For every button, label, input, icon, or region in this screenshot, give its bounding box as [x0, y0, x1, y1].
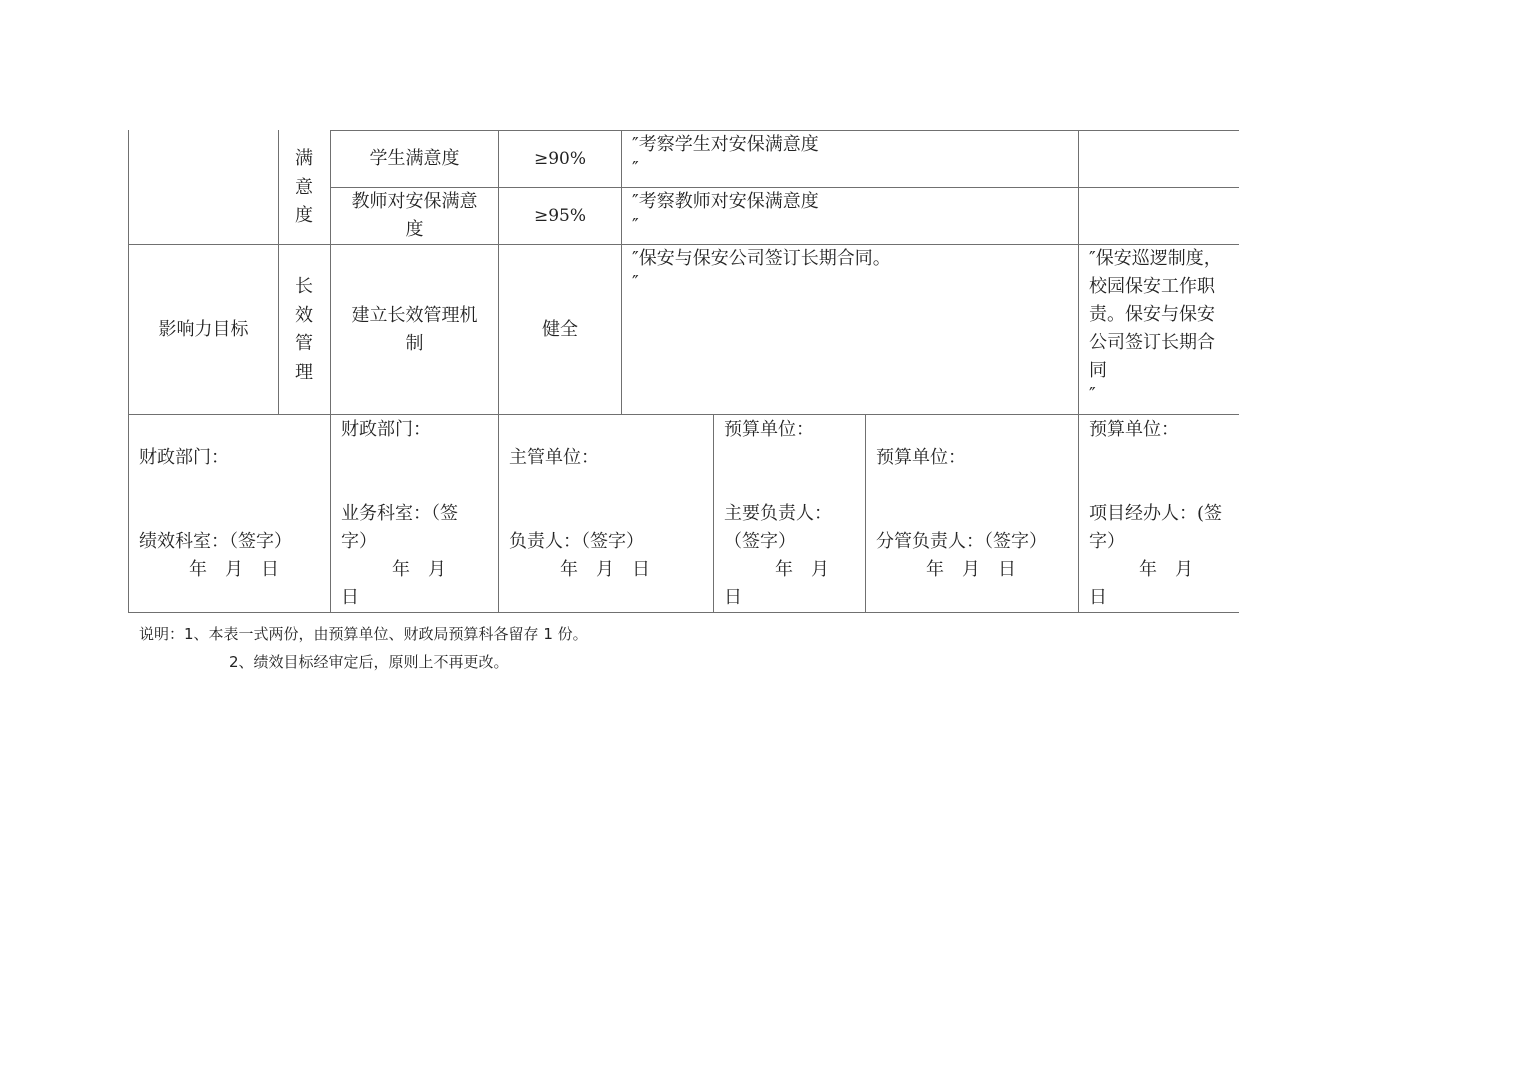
- sig-supervisor-person: 负责人：（签字）: [509, 531, 644, 552]
- grid-line: [1078, 130, 1079, 613]
- indicator-teacher-satisfaction: 教师对安保满意: [351, 191, 478, 212]
- indicator-long-term-mechanism-2: 制: [405, 333, 424, 354]
- sig-supervisor-date: 年 月 日: [560, 559, 650, 580]
- basis-influence-3: 责。保安与保安: [1089, 304, 1215, 325]
- note-line-1: 说明：1、本表一式两份，由预算单位、财政局预算科各留存 1 份。: [139, 625, 588, 643]
- sig-finance-dept2-date: 年 月: [392, 559, 446, 580]
- sig-supervisor-label: 主管单位：: [509, 447, 599, 468]
- value-influence: 健全: [542, 319, 578, 340]
- grid-line: [128, 414, 1239, 415]
- sig-finance-dept-label: 财政部门：: [139, 447, 229, 468]
- category-satisfaction: 满意度: [295, 148, 313, 226]
- desc-influence: ″保安与保安公司签订长期合同。: [632, 248, 891, 269]
- sig-budget-unit3-person-2: 字）: [1089, 531, 1125, 552]
- sig-finance-dept2-date-2: 日: [341, 587, 359, 608]
- grid-line: [128, 130, 129, 613]
- basis-influence-4: 公司签订长期合: [1089, 332, 1215, 353]
- sig-biz-office: 业务科室：（签: [341, 503, 458, 524]
- sig-budget-unit3-person: 项目经办人：(签: [1089, 503, 1223, 524]
- desc-influence-end: ″: [632, 272, 639, 293]
- desc-teacher-satisfaction-end: ″: [632, 215, 639, 236]
- sig-budget-unit1-person: 主要负责人：: [724, 503, 832, 524]
- sig-budget-unit1-date-2: 日: [724, 587, 742, 608]
- grid-line: [278, 130, 279, 415]
- sig-finance-dept2-label: 财政部门：: [341, 419, 431, 440]
- sig-perf-office: 绩效科室：（签字）: [139, 531, 292, 552]
- sig-budget-unit2-label: 预算单位：: [876, 447, 966, 468]
- grid-line: [621, 130, 622, 415]
- indicator-student-satisfaction: 学生满意度: [369, 148, 460, 169]
- sig-budget-unit1-person-2: （签字）: [724, 531, 796, 552]
- indicator-long-term-mechanism: 建立长效管理机: [351, 305, 478, 326]
- grid-line: [713, 414, 714, 613]
- sig-budget-unit2-person: 分管负责人：（签字）: [876, 531, 1047, 552]
- sig-budget-unit3-date: 年 月: [1139, 559, 1193, 580]
- sig-budget-unit1-date: 年 月: [775, 559, 829, 580]
- sig-budget-unit2-date: 年 月 日: [926, 559, 1016, 580]
- level1-influence: 影响力目标: [158, 319, 249, 340]
- indicator-teacher-satisfaction-2: 度: [405, 219, 424, 240]
- grid-line: [865, 414, 866, 613]
- sig-finance-dept-date: 年 月 日: [189, 559, 279, 580]
- sig-biz-office-2: 字）: [341, 531, 377, 552]
- desc-teacher-satisfaction: ″考察教师对安保满意度: [632, 191, 819, 212]
- sig-budget-unit1-label: 预算单位：: [724, 419, 814, 440]
- sig-budget-unit3-date-2: 日: [1089, 587, 1107, 608]
- desc-student-satisfaction: ″考察学生对安保满意度: [632, 134, 819, 155]
- grid-line: [128, 612, 1239, 613]
- value-student-satisfaction: ≥90%: [533, 149, 587, 169]
- value-teacher-satisfaction: ≥95%: [533, 206, 587, 226]
- basis-influence-6: ″: [1089, 384, 1096, 405]
- basis-influence-5: 同: [1089, 360, 1107, 381]
- category-long-term-management: 长效管理: [295, 276, 313, 383]
- basis-influence-2: 校园保安工作职: [1089, 276, 1215, 297]
- basis-influence-1: ″保安巡逻制度，: [1089, 248, 1222, 269]
- sig-budget-unit3-label: 预算单位：: [1089, 419, 1179, 440]
- note-line-2: 2、绩效目标经审定后，原则上不再更改。: [229, 653, 509, 671]
- desc-student-satisfaction-end: ″: [632, 158, 639, 179]
